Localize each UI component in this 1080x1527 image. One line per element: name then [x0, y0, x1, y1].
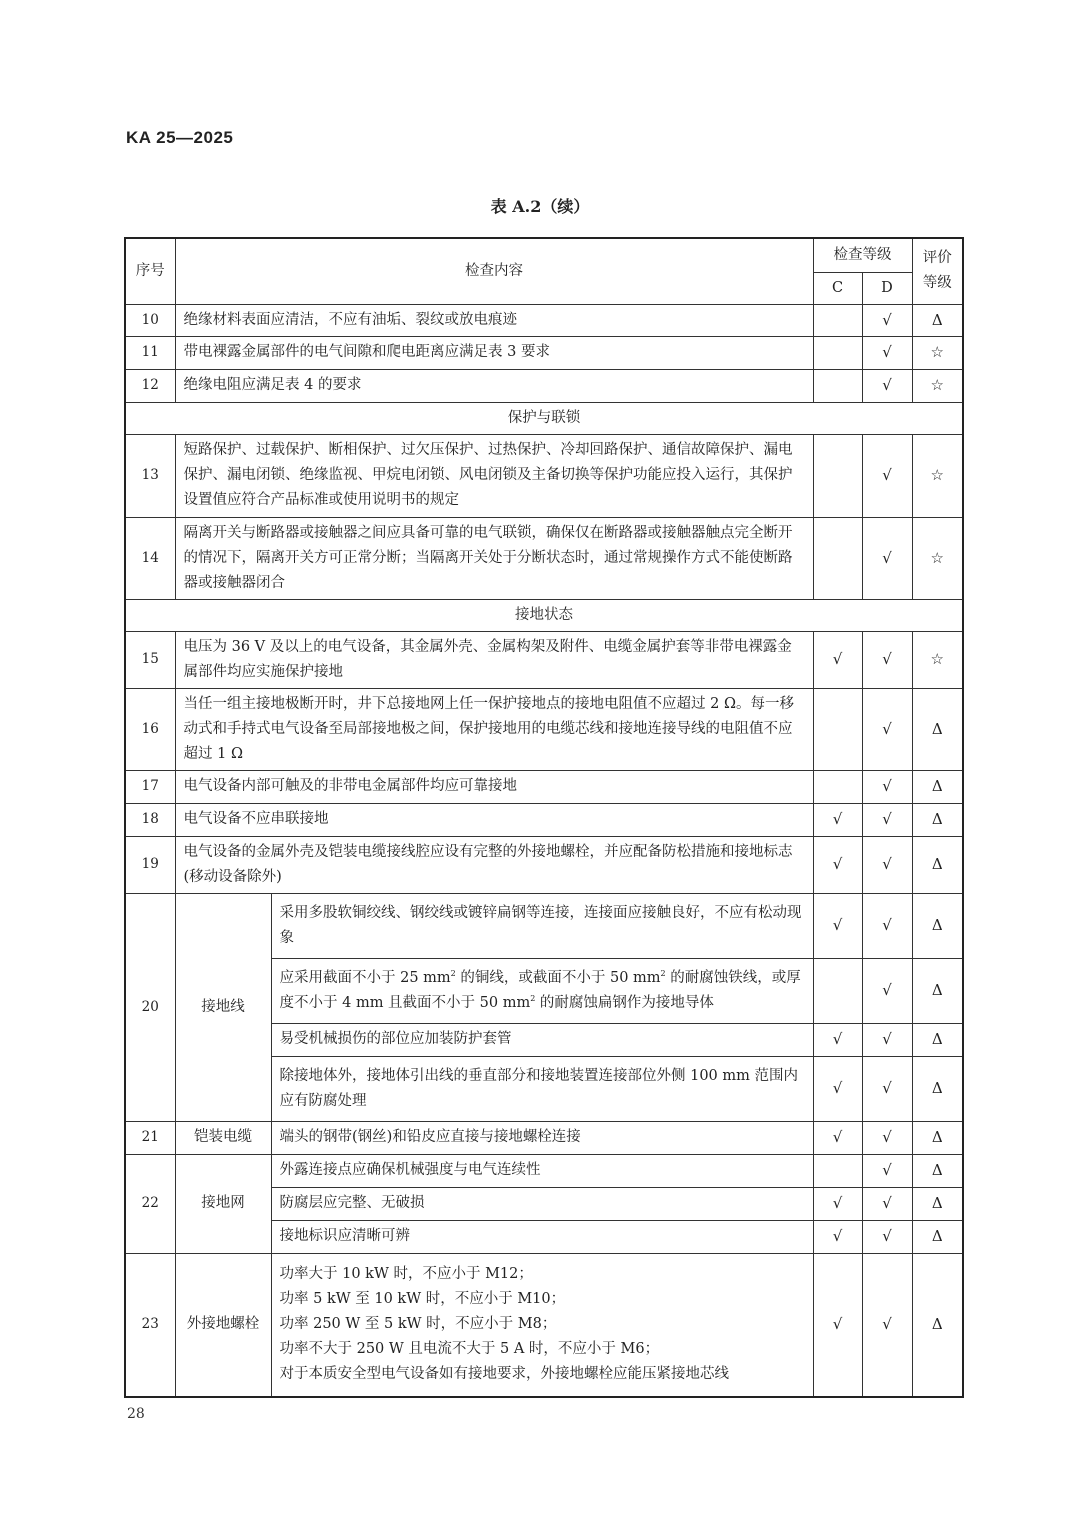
row-content: 当任一组主接地极断开时，井下总接地网上任一保护接地点的接地电阻值不应超过 2 Ω。每一移动式和手持式电气设备至局部接地极之间，保护接地用的电缆芯线和接地连接导线的电阻值不应超过 1 Ω: [175, 688, 813, 770]
row-c: √: [813, 631, 862, 688]
text-part: 的耐腐蚀扁钢作为接地导体: [535, 994, 714, 1011]
section-row: [125, 599, 963, 631]
row-eval: Δ: [912, 1187, 963, 1220]
row-content: 带电裸露金属部件的电气间隙和爬电距离应满足表 3 要求: [175, 336, 813, 369]
row-c: [813, 336, 862, 369]
row-content: 电气设备的金属外壳及铠装电缆接线腔应设有完整的外接地螺栓，并应配备防松措施和接地标志(移动设备除外): [175, 836, 813, 893]
row-eval: Δ: [912, 770, 963, 803]
row-c: [813, 688, 862, 770]
row-seq: 16: [125, 688, 175, 770]
row-eval: Δ: [912, 688, 963, 770]
row-content: 隔离开关与断路器或接触器之间应具备可靠的电气联锁，确保仅在断路器或接触器触点完全断开的情况下，隔离开关方可正常分断；当隔离开关处于分断状态时，通过常规操作方式不能使断路器或接触器闭合: [175, 517, 813, 599]
row-eval: Δ: [912, 803, 963, 836]
text-part: 应采用截面不小于 25 mm: [279, 969, 451, 986]
row-seq: 12: [125, 369, 175, 402]
row-d: √: [862, 517, 912, 599]
row-d: √: [862, 958, 912, 1023]
content-line: 功率大于 10 kW 时，不应小于 M12；: [279, 1266, 533, 1283]
header-eval-line2: 等级: [922, 275, 952, 292]
row-c: [813, 958, 862, 1023]
text-part: 的铜线，或截面不小于 50 mm: [455, 969, 661, 986]
row-d: √: [862, 1187, 912, 1220]
content-line: 功率 250 W 至 5 kW 时，不应小于 M8；: [279, 1316, 557, 1333]
row-content: [271, 1253, 813, 1397]
section-grounding: 接地状态: [125, 599, 963, 631]
table-row: [125, 803, 963, 836]
row-eval: Δ: [912, 1121, 963, 1154]
superscript: 2: [530, 993, 536, 1003]
row-c: √: [813, 893, 862, 958]
row-seq: 11: [125, 336, 175, 369]
row-seq: 23: [125, 1253, 175, 1397]
row-c: [813, 1154, 862, 1187]
row-c: √: [813, 1187, 862, 1220]
section-row: [125, 402, 963, 434]
row-seq: 21: [125, 1121, 175, 1154]
row-content: 防腐层应完整、无破损: [271, 1187, 813, 1220]
standard-code: KA 25—2025: [126, 128, 234, 147]
row-c: √: [813, 1220, 862, 1253]
header-d: D: [862, 272, 912, 304]
table-row: [125, 688, 963, 770]
row-eval: Δ: [912, 893, 963, 958]
header-content: 检查内容: [175, 238, 813, 304]
row-c: [813, 770, 862, 803]
row-content: 采用多股软铜绞线、钢绞线或镀锌扁钢等连接，连接面应接触良好，不应有松动现象: [271, 893, 813, 958]
row-content: 接地标识应清晰可辨: [271, 1220, 813, 1253]
table-row: [125, 893, 963, 958]
row-eval: ☆: [912, 517, 963, 599]
inspection-table: [124, 237, 964, 1398]
row-content: 端头的钢带(钢丝)和铅皮应直接与接地螺栓连接: [271, 1121, 813, 1154]
row-eval: Δ: [912, 1056, 963, 1121]
row-d: √: [862, 304, 912, 336]
row-d: √: [862, 369, 912, 402]
row-c: [813, 517, 862, 599]
row-d: √: [862, 1154, 912, 1187]
table-row: [125, 1253, 963, 1397]
row-c: √: [813, 1253, 862, 1397]
row-eval: ☆: [912, 336, 963, 369]
text-part: 的耐腐蚀铁线，或厚度不小于 4 mm 且截面不小于 50 mm: [279, 969, 801, 1011]
row-eval: Δ: [912, 1220, 963, 1253]
row-d: √: [862, 434, 912, 517]
header-eval-line1: 评价: [922, 250, 952, 267]
row-seq: 18: [125, 803, 175, 836]
row-c: [813, 304, 862, 336]
header-c: C: [813, 272, 862, 304]
row-subject: 接地线: [175, 893, 271, 1121]
row-seq: 17: [125, 770, 175, 803]
row-eval: Δ: [912, 304, 963, 336]
row-content: 电压为 36 V 及以上的电气设备，其金属外壳、金属构架及附件、电缆金属护套等非带电裸露金属部件均应实施保护接地: [175, 631, 813, 688]
row-d: √: [862, 770, 912, 803]
row-subject: 接地网: [175, 1154, 271, 1253]
row-d: √: [862, 836, 912, 893]
table-row: [125, 770, 963, 803]
row-eval: Δ: [912, 958, 963, 1023]
row-d: √: [862, 1023, 912, 1056]
row-d: √: [862, 893, 912, 958]
row-d: √: [862, 1056, 912, 1121]
row-seq: 13: [125, 434, 175, 517]
table-row: [125, 434, 963, 517]
row-seq: 10: [125, 304, 175, 336]
content-line: 功率 5 kW 至 10 kW 时，不应小于 M10；: [279, 1291, 566, 1308]
content-line: 对于本质安全型电气设备如有接地要求，外接地螺栓应能压紧接地芯线: [279, 1366, 729, 1383]
row-subject: 铠装电缆: [175, 1121, 271, 1154]
row-eval: Δ: [912, 1154, 963, 1187]
table-row: [125, 304, 963, 336]
row-subject: 外接地螺栓: [175, 1253, 271, 1397]
row-content: 绝缘电阻应满足表 4 的要求: [175, 369, 813, 402]
row-eval: Δ: [912, 1023, 963, 1056]
row-content: 除接地体外，接地体引出线的垂直部分和接地装置连接部位外侧 100 mm 范围内应有防腐处理: [271, 1056, 813, 1121]
row-d: √: [862, 688, 912, 770]
superscript: 2: [660, 968, 666, 978]
row-c: [813, 434, 862, 517]
row-content: 绝缘材料表面应清洁，不应有油垢、裂纹或放电痕迹: [175, 304, 813, 336]
row-content: 电气设备不应串联接地: [175, 803, 813, 836]
row-c: √: [813, 1056, 862, 1121]
row-c: √: [813, 836, 862, 893]
table-row: [125, 517, 963, 599]
row-content: [271, 958, 813, 1023]
row-c: √: [813, 1121, 862, 1154]
row-eval: ☆: [912, 434, 963, 517]
row-content: 外露连接点应确保机械强度与电气连续性: [271, 1154, 813, 1187]
page-number: 28: [127, 1406, 145, 1422]
row-seq: 20: [125, 893, 175, 1121]
table-row: [125, 631, 963, 688]
row-seq: 14: [125, 517, 175, 599]
table-row: [125, 336, 963, 369]
row-eval: Δ: [912, 1253, 963, 1397]
table-title: 表 A.2（续）: [490, 197, 590, 216]
row-d: √: [862, 803, 912, 836]
row-content: 易受机械损伤的部位应加装防护套管: [271, 1023, 813, 1056]
row-d: √: [862, 1121, 912, 1154]
row-content: 电气设备内部可触及的非带电金属部件均应可靠接地: [175, 770, 813, 803]
header-seq: 序号: [125, 238, 175, 304]
header-eval: [912, 238, 963, 304]
row-eval: ☆: [912, 369, 963, 402]
row-d: √: [862, 1253, 912, 1397]
table-row: [125, 369, 963, 402]
row-d: √: [862, 631, 912, 688]
table-row: [125, 1154, 963, 1187]
table-row: [125, 1121, 963, 1154]
row-content: 短路保护、过载保护、断相保护、过欠压保护、过热保护、冷却回路保护、通信故障保护、漏电保护、漏电闭锁、绝缘监视、甲烷电闭锁、风电闭锁及主备切换等保护功能应投入运行，其保护设置值应符合产品标准或使用说明书的规定: [175, 434, 813, 517]
table-row: [125, 836, 963, 893]
row-c: [813, 369, 862, 402]
superscript: 2: [450, 968, 456, 978]
row-seq: 15: [125, 631, 175, 688]
row-eval: ☆: [912, 631, 963, 688]
row-d: √: [862, 336, 912, 369]
row-c: √: [813, 803, 862, 836]
content-line: 功率不大于 250 W 且电流不大于 5 A 时，不应小于 M6；: [279, 1341, 660, 1358]
section-protection: 保护与联锁: [125, 402, 963, 434]
row-seq: 22: [125, 1154, 175, 1253]
row-seq: 19: [125, 836, 175, 893]
row-d: √: [862, 1220, 912, 1253]
header-level: 检查等级: [813, 238, 912, 272]
row-eval: Δ: [912, 836, 963, 893]
row-c: √: [813, 1023, 862, 1056]
